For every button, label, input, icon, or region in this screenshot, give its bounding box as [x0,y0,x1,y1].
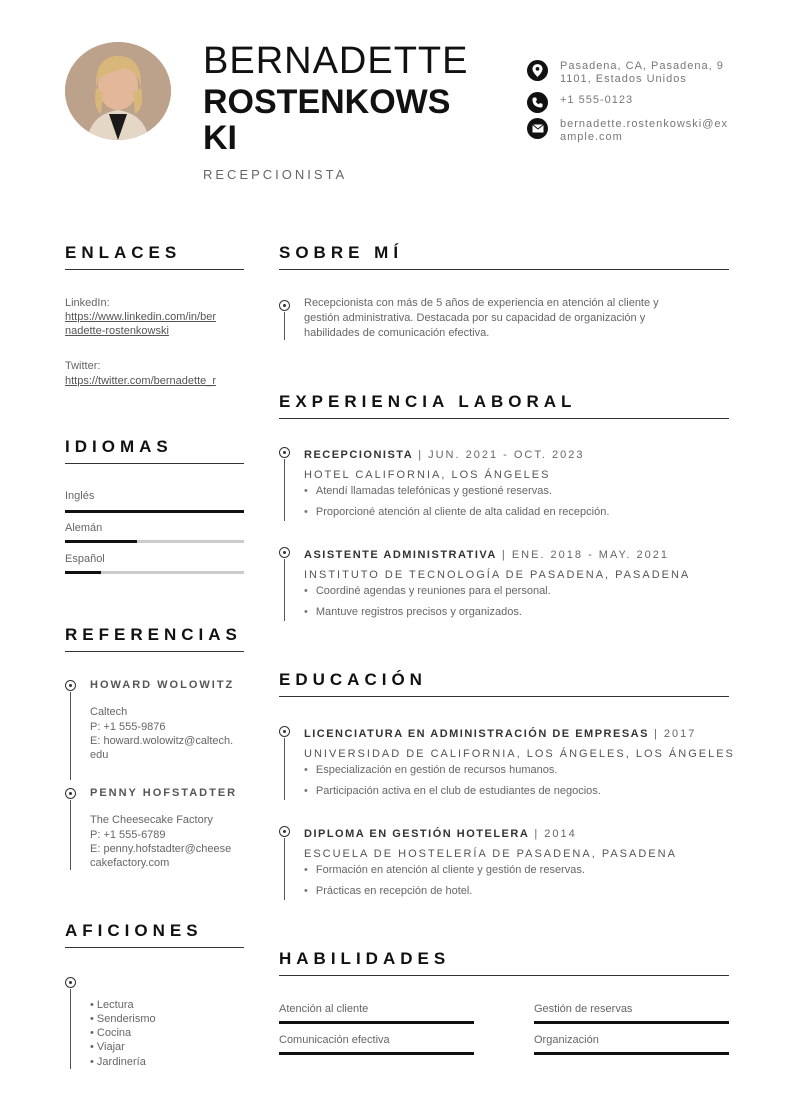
skill-bar [279,1052,474,1055]
degree-title: LICENCIATURA EN ADMINISTRACIÓN DE EMPRESAS [304,728,649,740]
contact-phone [527,92,730,113]
job-bullet: • Mantuve registros precisos y organizados. [304,606,522,618]
timeline-line [284,312,285,340]
linkedin-link-line-1[interactable]: https://www.linkedin.com/in/ber [65,311,217,323]
timeline-bullet-icon [65,788,76,799]
links-section-title: ENLACES [65,243,244,270]
hobby-item: • Senderismo [90,1013,156,1025]
reference-name: PENNY HOFSTADTER [90,787,238,799]
language-level-fill [65,571,101,574]
reference-name: HOWARD WOLOWITZ [90,679,235,691]
skill-bar [534,1052,729,1055]
language-name: Inglés [65,490,95,502]
job-bullet: • Atendí llamadas telefónicas y gestioné reservas. [304,485,552,497]
about-text [304,296,724,341]
reference-company: Caltech [90,706,128,718]
reference-phone: P: +1 555-6789 [90,829,166,841]
job-organization: HOTEL CALIFORNIA, LOS ÁNGELES [304,469,551,481]
education-bullet: • Especialización en gestión de recursos humanos. [304,764,557,776]
reference-email-cont: edu [90,749,109,761]
language-level-bar [65,540,244,543]
timeline-bullet-icon [65,680,76,691]
education-header [304,824,577,842]
language-name: Español [65,553,105,565]
job-title: ASISTENTE ADMINISTRATIVA [304,549,497,561]
job-header [304,545,669,563]
timeline-bullet-icon [279,547,290,558]
job-bullet: • Coordiné agendas y reuniones para el personal. [304,585,551,597]
skill-label: Gestión de reservas [534,1003,633,1015]
languages-section-title: IDIOMAS [65,437,244,464]
timeline-bullet-icon [279,447,290,458]
contact-email [527,118,730,144]
linkedin-label: LinkedIn: [65,297,110,309]
skill-bar [534,1021,729,1024]
contact-address [527,60,730,86]
about-line: Recepcionista con más de 5 años de experiencia en atención al cliente y [304,297,659,309]
timeline-line [284,559,285,621]
timeline-line [70,800,71,870]
education-bullet: • Prácticas en recepción de hotel. [304,885,472,897]
first-name: BERNADETTE [203,40,469,82]
language-level-bar [65,510,244,513]
job-title: RECEPCIONISTA [304,449,414,461]
timeline-bullet-icon [279,300,290,311]
last-name-line-1: ROSTENKOWS [203,83,451,121]
twitter-link[interactable]: https://twitter.com/bernadette_r [65,375,217,387]
hobby-item: • Cocina [90,1027,132,1039]
timeline-line [70,989,71,1069]
reference-company: The Cheesecake Factory [90,814,213,826]
hobby-item: • Jardinería [90,1056,146,1068]
reference-phone: P: +1 555-9876 [90,721,166,733]
experience-section-title: EXPERIENCIA LABORAL [279,392,729,419]
education-bullet: • Participación activa en el club de estudiantes de negocios. [304,785,601,797]
email-text: bernadette.rostenkowski@example.com [560,118,729,143]
last-name [203,84,503,156]
education-header [304,724,696,742]
reference-email-cont: cakefactory.com [90,857,170,869]
about-section-title: SOBRE MÍ [279,243,729,270]
job-dates: | JUN. 2021 - OCT. 2023 [413,449,585,461]
timeline-line [284,459,285,521]
profile-photo [65,42,171,140]
timeline-line [284,738,285,800]
job-dates: | ENE. 2018 - MAY. 2021 [496,549,669,561]
skills-section-title: HABILIDADES [279,949,729,976]
location-pin-icon [527,60,548,81]
twitter-label: Twitter: [65,360,101,372]
education-bullet: • Formación en atención al cliente y gestión de reservas. [304,864,585,876]
timeline-line [284,838,285,900]
reference-email: E: howard.wolowitz@caltech. [90,735,234,747]
about-line: gestión administrativa. Destacada por su capacidad de organización y [304,312,646,324]
skill-label: Comunicación efectiva [279,1034,390,1046]
education-section-title: EDUCACIÓN [279,670,729,697]
education-institution: UNIVERSIDAD DE CALIFORNIA, LOS ÁNGELES, LOS ÁNGELES [304,748,735,760]
reference-email: E: penny.hofstadter@cheese [90,843,232,855]
timeline-line [70,692,71,780]
phone-icon [527,92,548,113]
timeline-bullet-icon [65,977,76,988]
job-bullet: • Proporcioné atención al cliente de alta calidad en recepción. [304,506,609,518]
last-name-line-2: KI [203,119,237,157]
timeline-bullet-icon [279,726,290,737]
hobby-item: • Lectura [90,999,134,1011]
phone-text: +1 555-0123 [560,94,634,106]
language-level-fill [65,540,137,543]
about-line: habilidades de comunicación efectiva. [304,327,490,339]
envelope-icon [527,118,548,139]
language-level-fill [65,510,244,513]
skill-label: Atención al cliente [279,1003,369,1015]
language-name: Alemán [65,522,103,534]
address-text: Pasadena, CA, Pasadena, 91101, Estados Unidos [560,60,724,85]
skill-bar [279,1021,474,1024]
linkedin-link-line-2[interactable]: nadette-rostenkowski [65,325,169,337]
language-level-bar [65,571,244,574]
hobby-item: • Viajar [90,1041,125,1053]
timeline-bullet-icon [279,826,290,837]
hobbies-section-title: AFICIONES [65,921,244,948]
degree-year: | 2014 [529,828,577,840]
references-section-title: REFERENCIAS [65,625,244,652]
degree-year: | 2017 [648,728,697,740]
job-header [304,445,584,463]
degree-title: DIPLOMA EN GESTIÓN HOTELERA [304,828,530,840]
skill-label: Organización [534,1034,599,1046]
job-organization: INSTITUTO DE TECNOLOGÍA DE PASADENA, PASADENA [304,569,691,581]
job-role: RECEPCIONISTA [203,167,348,182]
education-institution: ESCUELA DE HOSTELERÍA DE PASADENA, PASADENA [304,848,677,860]
